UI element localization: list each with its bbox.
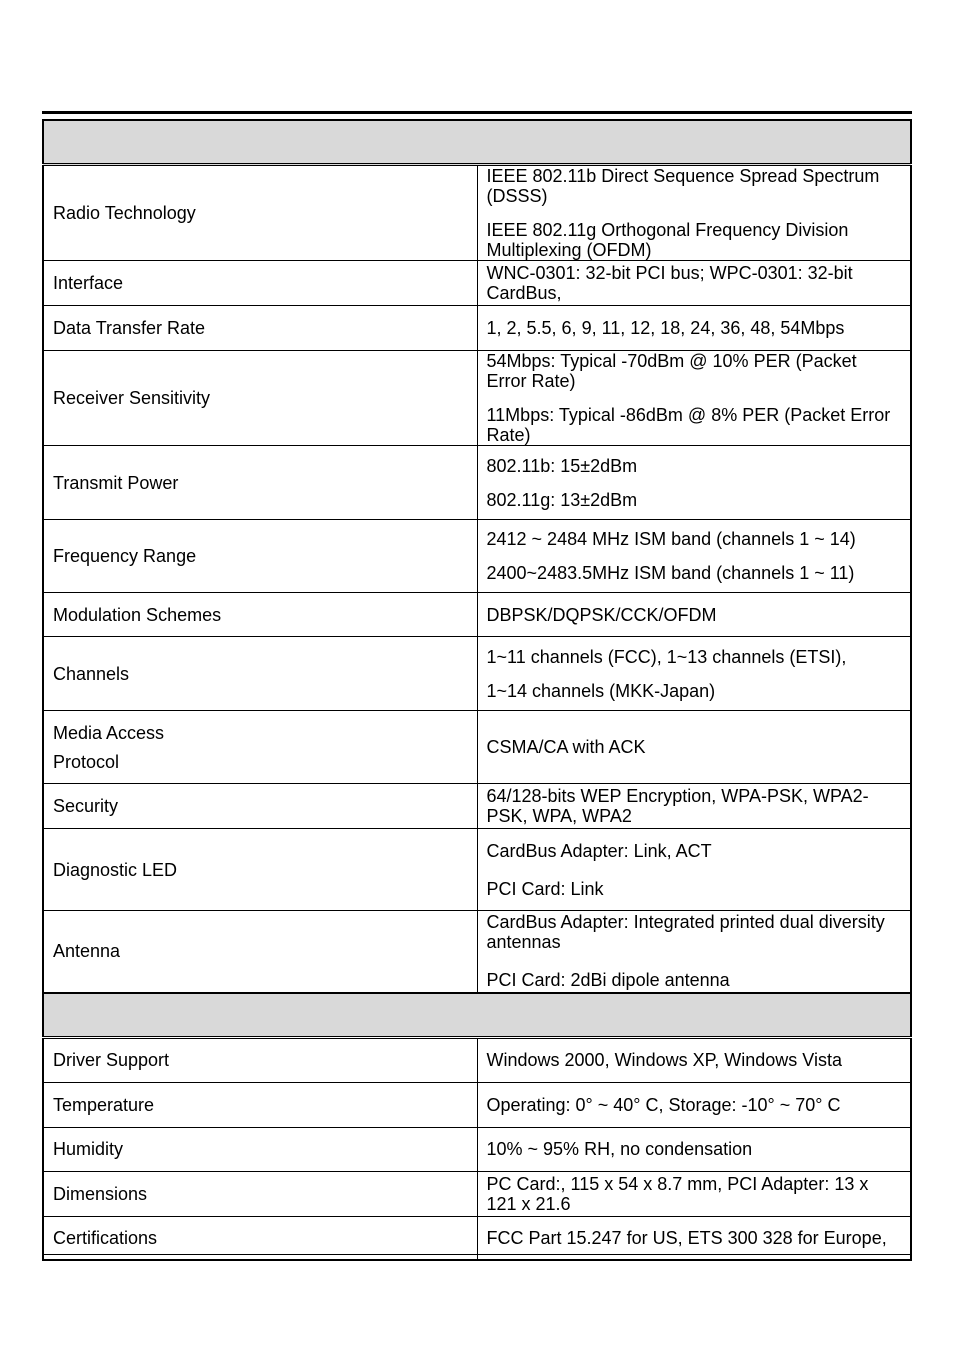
spec-label-text: Antenna (53, 941, 121, 962)
spec-row-transmit-power (43, 446, 911, 520)
spec-label-data-transfer-rate (43, 306, 477, 351)
spec-value-diagnostic-led (477, 829, 911, 911)
spec-label-modulation-schemes (43, 593, 477, 637)
spec-row-humidity (43, 1127, 911, 1171)
spec-label-diagnostic-led (43, 829, 477, 911)
spec-value-line: 54Mbps: Typical -70dBm @ 10% PER (Packet Error Rate) (486, 351, 857, 391)
hardware-section-header (43, 120, 911, 165)
spec-label-receiver-sensitivity (43, 351, 477, 446)
spec-label-text: Diagnostic LED (53, 859, 178, 880)
spec-value-line: FCC Part 15.247 for US, ETS 300 328 for Europe, (486, 1227, 887, 1248)
spec-value-line: PCI Card: Link (486, 878, 604, 899)
spec-label-text: Receiver Sensitivity (53, 388, 211, 408)
spec-value-line: 1~11 channels (FCC), 1~13 channels (ETSI), (486, 646, 847, 667)
spec-value-line: Operating: 0° ~ 40° C, Storage: -10° ~ 70° C (486, 1094, 841, 1115)
spec-label-humidity (43, 1127, 477, 1171)
spec-value-line: 10% ~ 95% RH, no condensation (486, 1139, 753, 1159)
spec-value-humidity (477, 1127, 911, 1171)
spec-label-text: Security (53, 796, 119, 816)
spec-row-interface (43, 261, 911, 306)
spec-label-security (43, 784, 477, 829)
spec-value-line: 64/128-bits WEP Encryption, WPA-PSK, WPA2-PSK, WPA, WPA2 (486, 786, 869, 826)
spec-value-line: 11Mbps: Typical -86dBm @ 8% PER (Packet Error Rate) (486, 405, 891, 445)
spec-label-text: Frequency Range (53, 546, 197, 566)
spec-value-line: IEEE 802.11g Orthogonal Frequency Division Multiplexing (OFDM) (486, 220, 849, 260)
spec-value-dimensions (477, 1171, 911, 1216)
spec-label-text: Channels (53, 663, 130, 684)
spec-value-channels (477, 637, 911, 711)
spec-value-line: 2400~2483.5MHz ISM band (channels 1 ~ 11) (486, 563, 855, 583)
spec-value-modulation-schemes (477, 593, 911, 637)
spec-value-security (477, 784, 911, 829)
bottom-rule (42, 1254, 912, 1255)
spec-row-data-transfer-rate (43, 306, 911, 351)
spec-row-dimensions (43, 1171, 911, 1216)
spec-label-text: Data Transfer Rate (53, 318, 206, 338)
spec-value-line: 2412 ~ 2484 MHz ISM band (channels 1 ~ 14) (486, 529, 856, 549)
spec-value-line: Windows 2000, Windows XP, Windows Vista (486, 1050, 842, 1070)
spec-label-text: Transmit Power (53, 472, 179, 493)
spec-label-channels (43, 637, 477, 711)
spec-value-line: DBPSK/DQPSK/CCK/OFDM (486, 604, 717, 625)
spec-row-receiver-sensitivity (43, 351, 911, 446)
spec-label-temperature (43, 1082, 477, 1127)
spec-label-text: Temperature (53, 1094, 155, 1115)
spec-label-interface (43, 261, 477, 306)
spec-value-line: CardBus Adapter: Link, ACT (486, 840, 712, 861)
spec-label-media-access-protocol (43, 711, 477, 784)
spec-label-antenna (43, 911, 477, 993)
spec-row-driver-support (43, 1037, 911, 1082)
spec-row-antenna (43, 911, 911, 993)
spec-label-dimensions (43, 1171, 477, 1216)
spec-label-text: Modulation Schemes (53, 604, 222, 625)
spec-label-driver-support (43, 1037, 477, 1082)
spec-row-temperature (43, 1082, 911, 1127)
spec-label-radio-technology (43, 165, 477, 261)
spec-label-text: Interface (53, 273, 124, 293)
spec-value-line: WNC-0301: 32-bit PCI bus; WPC-0301: 32-bit CardBus, (486, 263, 853, 303)
spec-label-text: Radio Technology (53, 203, 196, 223)
spec-row-media-access-protocol (43, 711, 911, 784)
spec-label-text: Protocol (53, 751, 120, 772)
spec-value-transmit-power (477, 446, 911, 520)
spec-label-frequency-range (43, 520, 477, 593)
top-rule (42, 111, 912, 114)
spec-value-media-access-protocol (477, 711, 911, 784)
spec-value-line: 1~14 channels (MKK-Japan) (486, 680, 716, 701)
spec-value-line: PCI Card: 2dBi dipole antenna (486, 970, 730, 991)
spec-value-line: 1, 2, 5.5, 6, 9, 11, 12, 18, 24, 36, 48, 54Mbps (486, 318, 845, 338)
spec-label-text: Humidity (53, 1139, 124, 1159)
spec-row-modulation-schemes (43, 593, 911, 637)
specifications-table (42, 119, 912, 1261)
spec-label-transmit-power (43, 446, 477, 520)
spec-value-line: CSMA/CA with ACK (486, 737, 646, 757)
spec-label-text: Dimensions (53, 1183, 148, 1204)
spec-value-line: CardBus Adapter: Integrated printed dual diversity antennas (486, 912, 885, 953)
spec-value-line: 802.11b: 15±2dBm (486, 455, 638, 476)
spec-value-antenna (477, 911, 911, 993)
spec-label-text: Media Access (53, 722, 165, 743)
spec-value-driver-support (477, 1037, 911, 1082)
spec-row-channels (43, 637, 911, 711)
spec-row-radio-technology (43, 165, 911, 261)
spec-value-radio-technology (477, 165, 911, 261)
specifications-table-body (43, 120, 911, 1260)
spec-label-text: Certifications (53, 1227, 158, 1248)
spec-value-frequency-range (477, 520, 911, 593)
spec-label-text: Driver Support (53, 1050, 170, 1070)
spec-value-line: IEEE 802.11b Direct Sequence Spread Spectrum (DSSS) (486, 166, 880, 206)
spec-value-temperature (477, 1082, 911, 1127)
spec-row-diagnostic-led (43, 829, 911, 911)
spec-value-receiver-sensitivity (477, 351, 911, 446)
spec-value-data-transfer-rate (477, 306, 911, 351)
environment-section-header (43, 993, 911, 1038)
spec-value-line: 802.11g: 13±2dBm (486, 489, 638, 510)
spec-row-frequency-range (43, 520, 911, 593)
spec-value-interface (477, 261, 911, 306)
spec-value-line: PC Card:, 115 x 54 x 8.7 mm, PCI Adapter: 13 x 121 x 21.6 (486, 1173, 869, 1214)
spec-row-security (43, 784, 911, 829)
hardware-section-title (43, 120, 911, 165)
environment-section-title (43, 993, 911, 1038)
